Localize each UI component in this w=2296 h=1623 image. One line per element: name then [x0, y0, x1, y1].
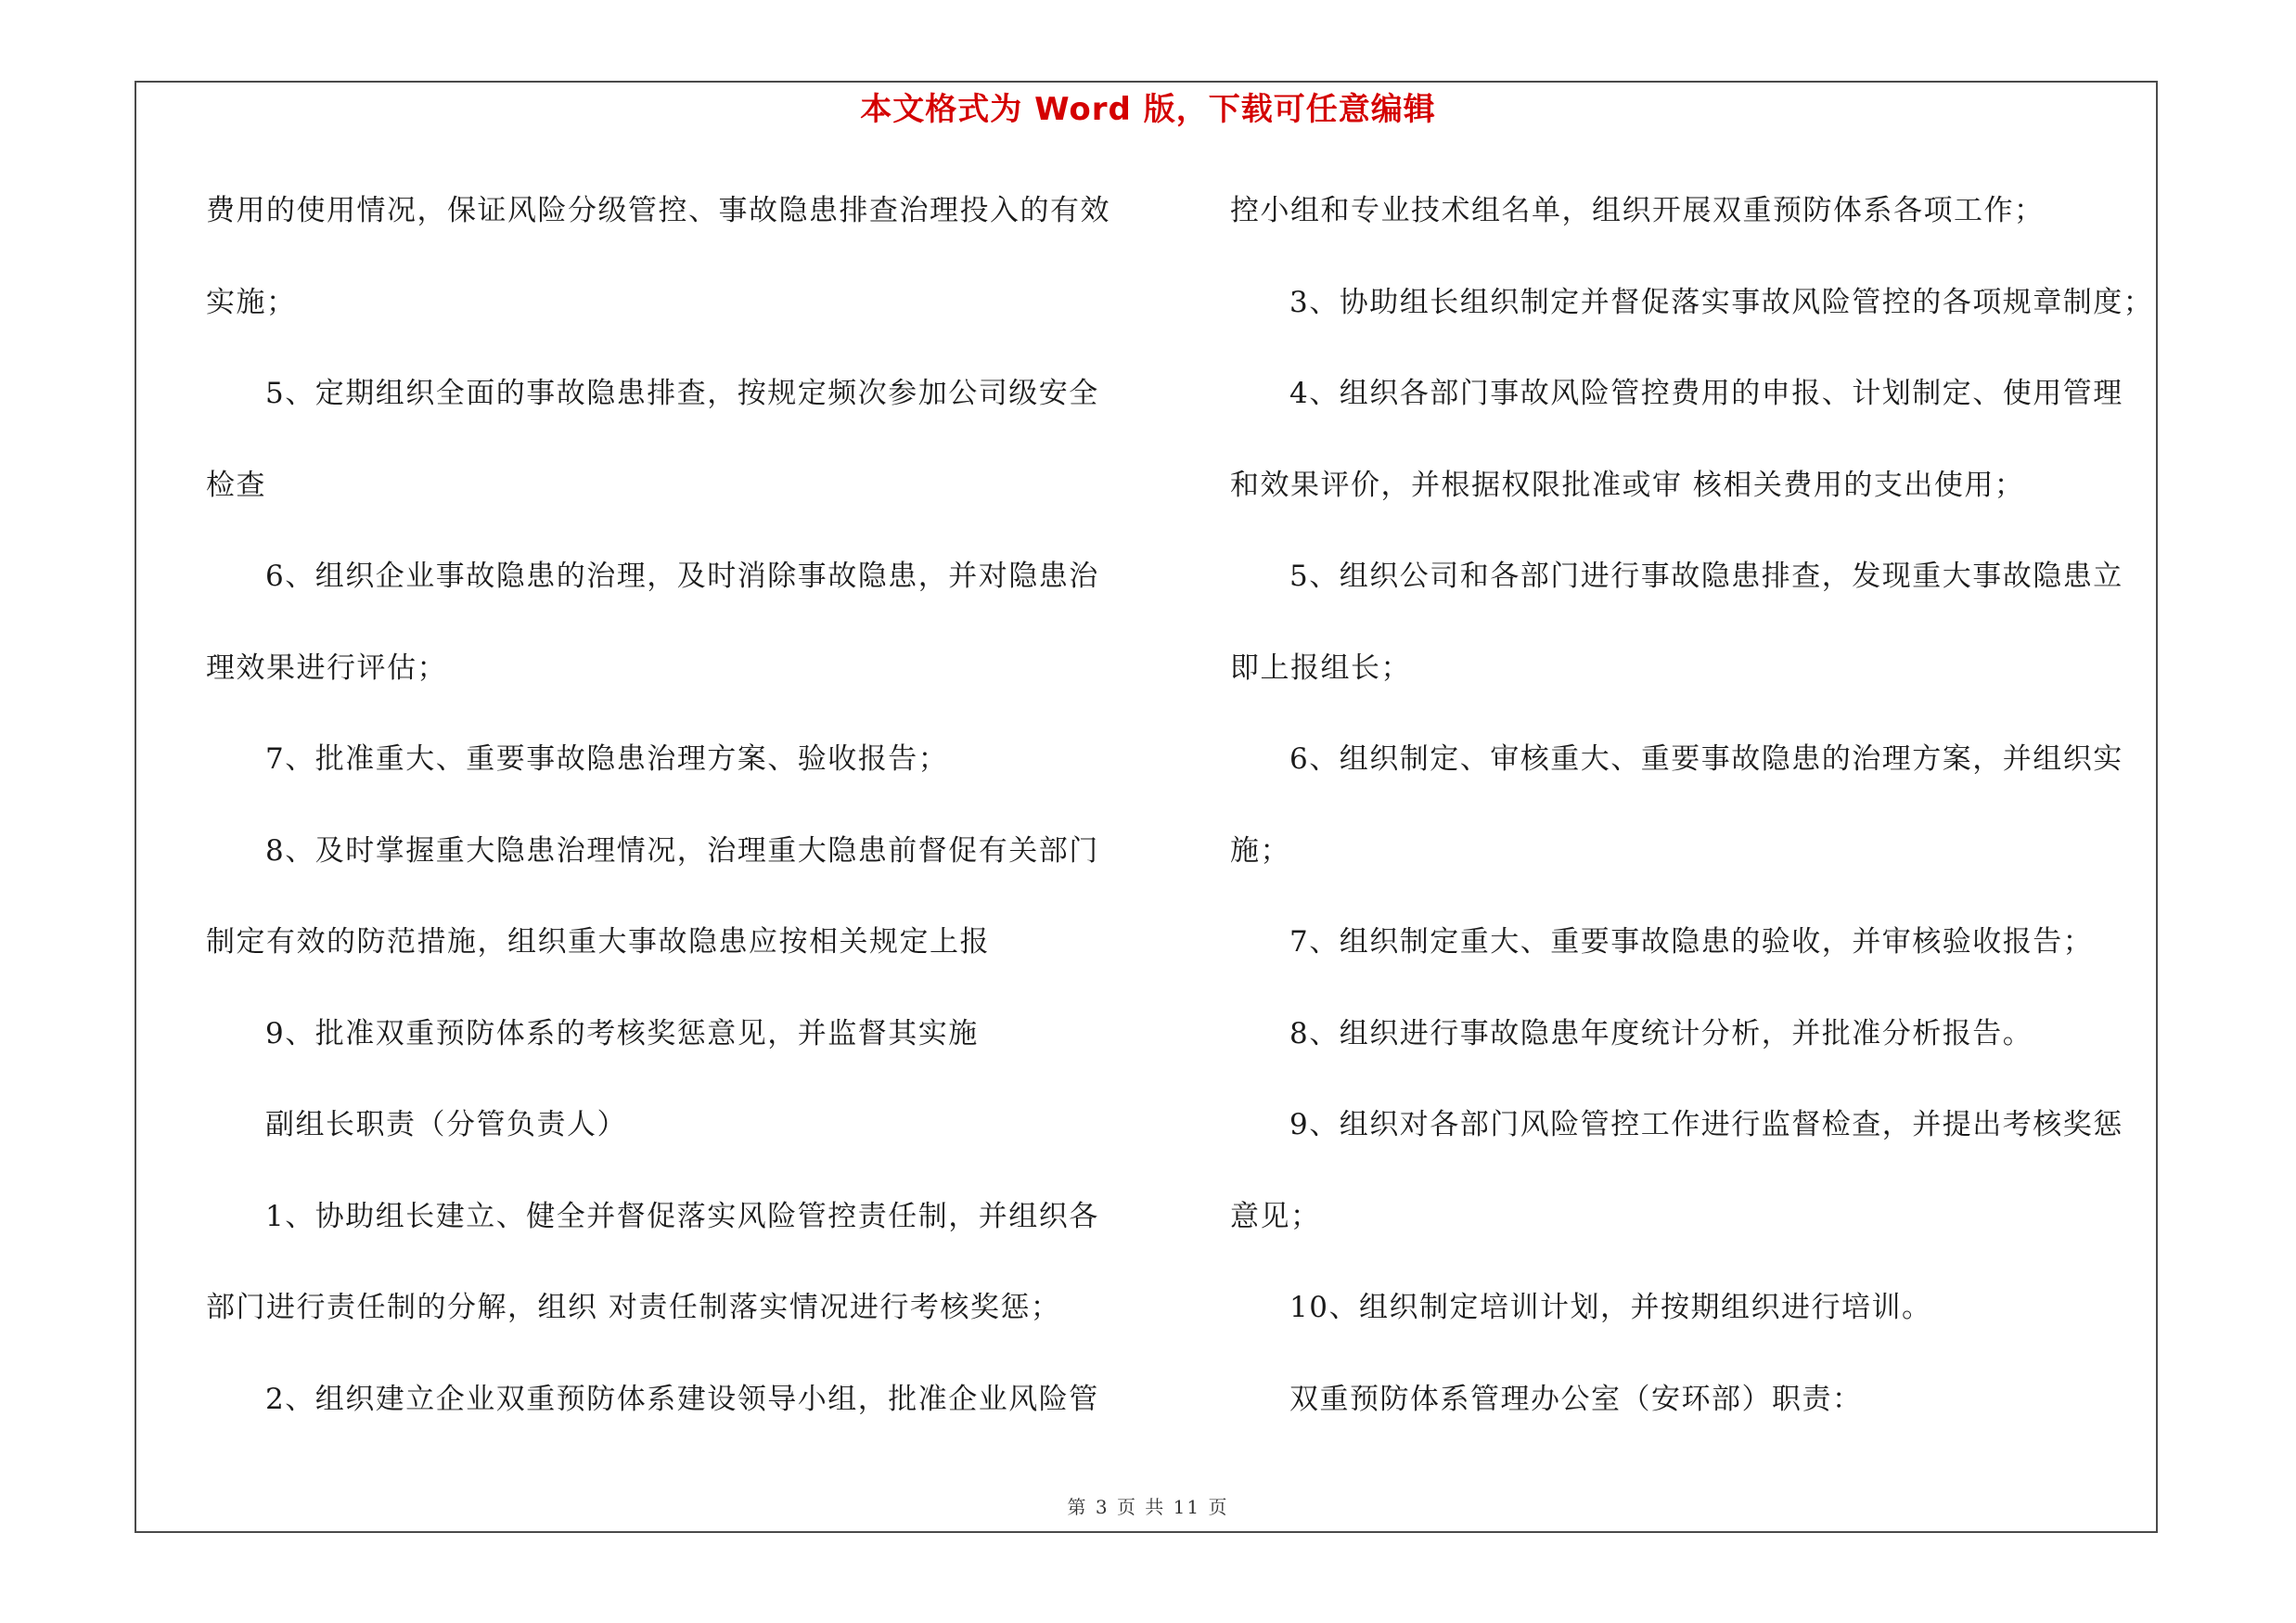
text-line: 9、批准双重预防体系的考核奖惩意见，并监督其实施 — [265, 1017, 979, 1050]
text-line: 费用的使用情况，保证风险分级管控、事故隐患排查治理投入的有效 — [206, 194, 1110, 227]
text-line: 4、组织各部门事故风险管控费用的申报、计划制定、使用管理 — [1289, 377, 2123, 410]
text-line: 和效果评价，并根据权限批准或审 核相关费用的支出使用； — [1230, 469, 2025, 502]
text-line: 10、组织制定培训计划，并按期组织进行培训。 — [1289, 1291, 1932, 1324]
text-line: 施； — [1230, 834, 1290, 868]
text-line: 意见； — [1230, 1200, 1321, 1233]
text-line: 理效果进行评估； — [206, 651, 447, 685]
document-banner: 本文格式为 Word 版，下载可任意编辑 — [860, 91, 1436, 128]
text-line: 7、组织制定重大、重要事故隐患的验收，并审核验收报告； — [1289, 925, 2094, 959]
text-line: 6、组织企业事故隐患的治理，及时消除事故隐患，并对隐患治 — [265, 560, 1099, 593]
text-line: 8、及时掌握重大隐患治理情况，治理重大隐患前督促有关部门 — [265, 834, 1099, 868]
text-line: 制定有效的防范措施，组织重大事故隐患应按相关规定上报 — [206, 925, 990, 959]
text-line: 6、组织制定、审核重大、重要事故隐患的治理方案，并组织实 — [1289, 742, 2123, 776]
text-line: 9、组织对各部门风险管控工作进行监督检查，并提出考核奖惩 — [1289, 1108, 2123, 1141]
text-line: 部门进行责任制的分解，组织 对责任制落实情况进行考核奖惩； — [206, 1291, 1061, 1324]
text-line: 2、组织建立企业双重预防体系建设领导小组，批准企业风险管 — [265, 1383, 1099, 1416]
text-line: 3、协助组长组织制定并督促落实事故风险管控的各项规章制度； — [1289, 286, 2154, 319]
text-line: 副组长职责（分管负责人） — [265, 1108, 627, 1141]
text-line: 双重预防体系管理办公室（安环部）职责： — [1289, 1383, 1863, 1416]
text-line: 7、批准重大、重要事故隐患治理方案、验收报告； — [265, 742, 949, 776]
text-line: 5、定期组织全面的事故隐患排查，按规定频次参加公司级安全 — [265, 377, 1099, 410]
text-line: 1、协助组长建立、健全并督促落实风险管控责任制，并组织各 — [265, 1200, 1099, 1233]
text-line: 控小组和专业技术组名单，组织开展双重预防体系各项工作； — [1230, 194, 2045, 227]
text-line: 8、组织进行事故隐患年度统计分析，并批准分析报告。 — [1289, 1017, 2033, 1050]
text-line: 检查 — [206, 469, 266, 502]
text-line: 实施； — [206, 286, 297, 319]
text-line: 5、组织公司和各部门进行事故隐患排查，发现重大事故隐患立 — [1289, 560, 2123, 593]
text-line: 即上报组长； — [1230, 651, 1411, 685]
page-number-footer: 第 3 页 共 11 页 — [1067, 1496, 1229, 1518]
